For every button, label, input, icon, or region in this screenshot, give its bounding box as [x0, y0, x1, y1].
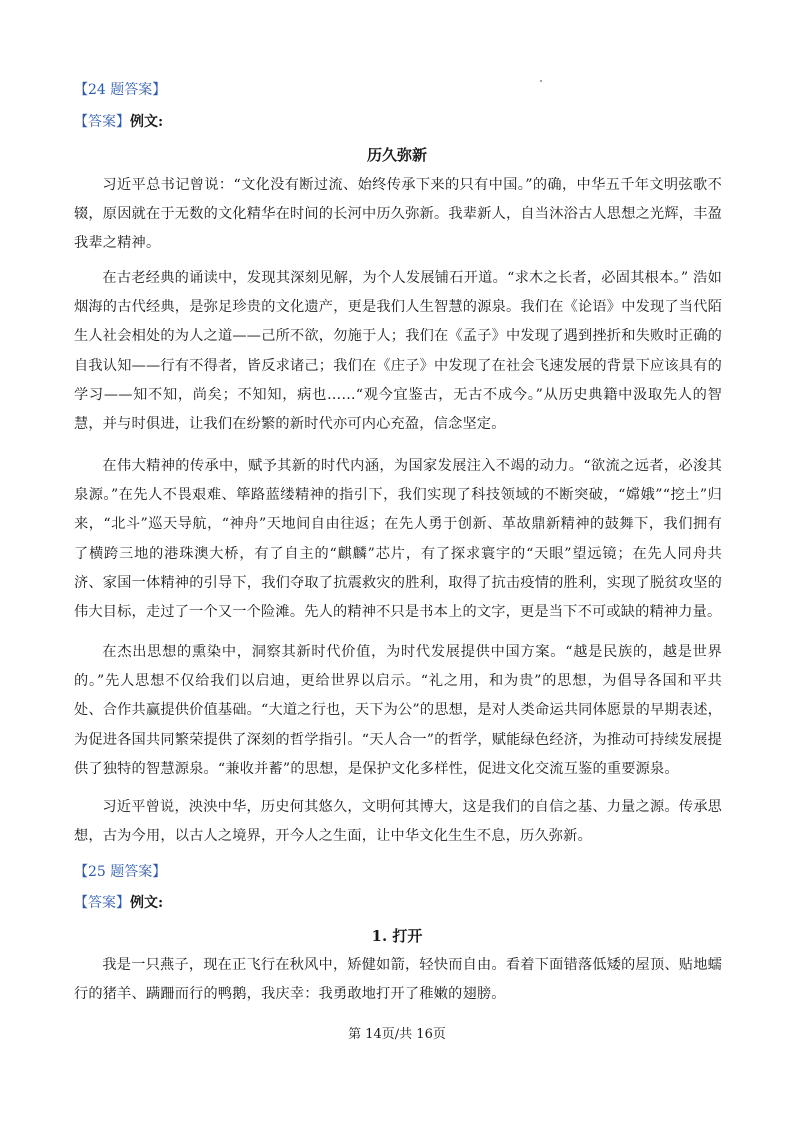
essay-paragraph: 我是一只燕子，现在正飞行在秋风中，矫健如箭，轻快而自由。看着下面错落低矮的屋顶、贴地蠕行的猪羊、蹒跚而行的鸭鹅，我庆幸：我勇敢地打开了稚嫩的翅膀。 — [74, 957, 722, 1003]
page-footer: 第 14页/共 16页 — [348, 1027, 446, 1042]
q24-header-text: 【24 题答案】 — [74, 82, 167, 98]
q25-header-text: 【25 题答案】 — [74, 864, 167, 880]
q24-answer-line — [74, 112, 722, 132]
answer-label: 【答案】 — [74, 114, 130, 130]
example-label: 例文: — [130, 895, 164, 911]
essay-title: 1. 打开 — [371, 927, 423, 945]
q24-header — [74, 80, 722, 100]
essay-paragraph: 习近平曾说，泱泱中华，历史何其悠久，文明何其博大，这是我们的自信之基、力量之源。传承思想，古为今用，以古人之境界，开今人之生面，让中华文化生生不息，历久弥新。 — [74, 799, 722, 845]
essay-paragraph: 在杰出思想的熏染中，洞察其新时代价值，为时代发展提供中国方案。“越是民族的，越是世界的。”先人思想不仅给我们以启迪，更给世界以启示。“礼之用，和为贵”的思想，为倡导各国和平共处、合作共赢提供价值基础。“大道之行也，天下为公”的思想，是对人类命运共同体愿景的早期表述，为促进各国共同繁荣提供了深刻的哲学指引。“天人合一”的哲学，赋能绿色经济，为推动可持续发展提供了独特的智慧源泉。“兼收并蓄”的思想，是保护文化多样性，促进文化交流互鉴的重要源泉。 — [74, 644, 722, 777]
q25-answer-line — [74, 893, 722, 913]
example-label: 例文: — [130, 114, 164, 130]
essay-paragraph: 习近平总书记曾说：“文化没有断过流、始终传承下来的只有中国。”的确，中华五千年文明弦歌不辍，原因就在于无数的文化精华在时间的长河中历久弥新。我辈新人，自当沐浴古人思想之光辉，丰盈我辈之精神。 — [74, 177, 722, 252]
essay-paragraph: 在伟大精神的传承中，赋予其新的时代内涵，为国家发展注入不竭的动力。“欲流之远者，必浚其泉源。”在先人不畏艰难、筚路蓝缕精神的指引下，我们实现了科技领域的不断突破，“嫦娥”“挖土”归来，“北斗”巡天导航，“神舟”天地间自由往返；在先人勇于创新、革故鼎新精神的鼓舞下，我们拥有了横跨三地的港珠澳大桥，有了自主的“麒麟”芯片，有了探求寰宇的“天眼”望远镜；在先人同舟共济、家国一体精神的引导下，我们夺取了抗震救灾的胜利，取得了抗击疫情的胜利，实现了脱贫攻坚的伟大目标，走过了一个又一个险滩。先人的精神不只是书本上的文字，更是当下不可或缺的精神力量。 — [74, 458, 722, 621]
essay-paragraph: 在古老经典的诵读中，发现其深刻见解，为个人发展铺石开道。“求木之长者，必固其根本。” 浩如烟海的古代经典，是弥足珍贵的文化遗产，更是我们人生智慧的源泉。我们在《论语》中发现了当代陌生人社会相处的为人之道——己所不欲，勿施于人；我们在《孟子》中发现了遇到挫折和失败时正确的自我认知——行有不得者，皆反求诸己；我们在《庄子》中发现了在社会飞速发展的背景下应该具有的学习——知不知，尚矣；不知知，病也……“观今宜鉴古，无古不成今。”从历史典籍中汲取先人的智慧，并与时俱进，让我们在纷繁的新时代亦可内心充盈，信念坚定。 — [74, 270, 722, 433]
q25-header — [74, 862, 722, 882]
answer-label: 【答案】 — [74, 895, 130, 911]
essay-title: 历久弥新 — [366, 146, 427, 164]
